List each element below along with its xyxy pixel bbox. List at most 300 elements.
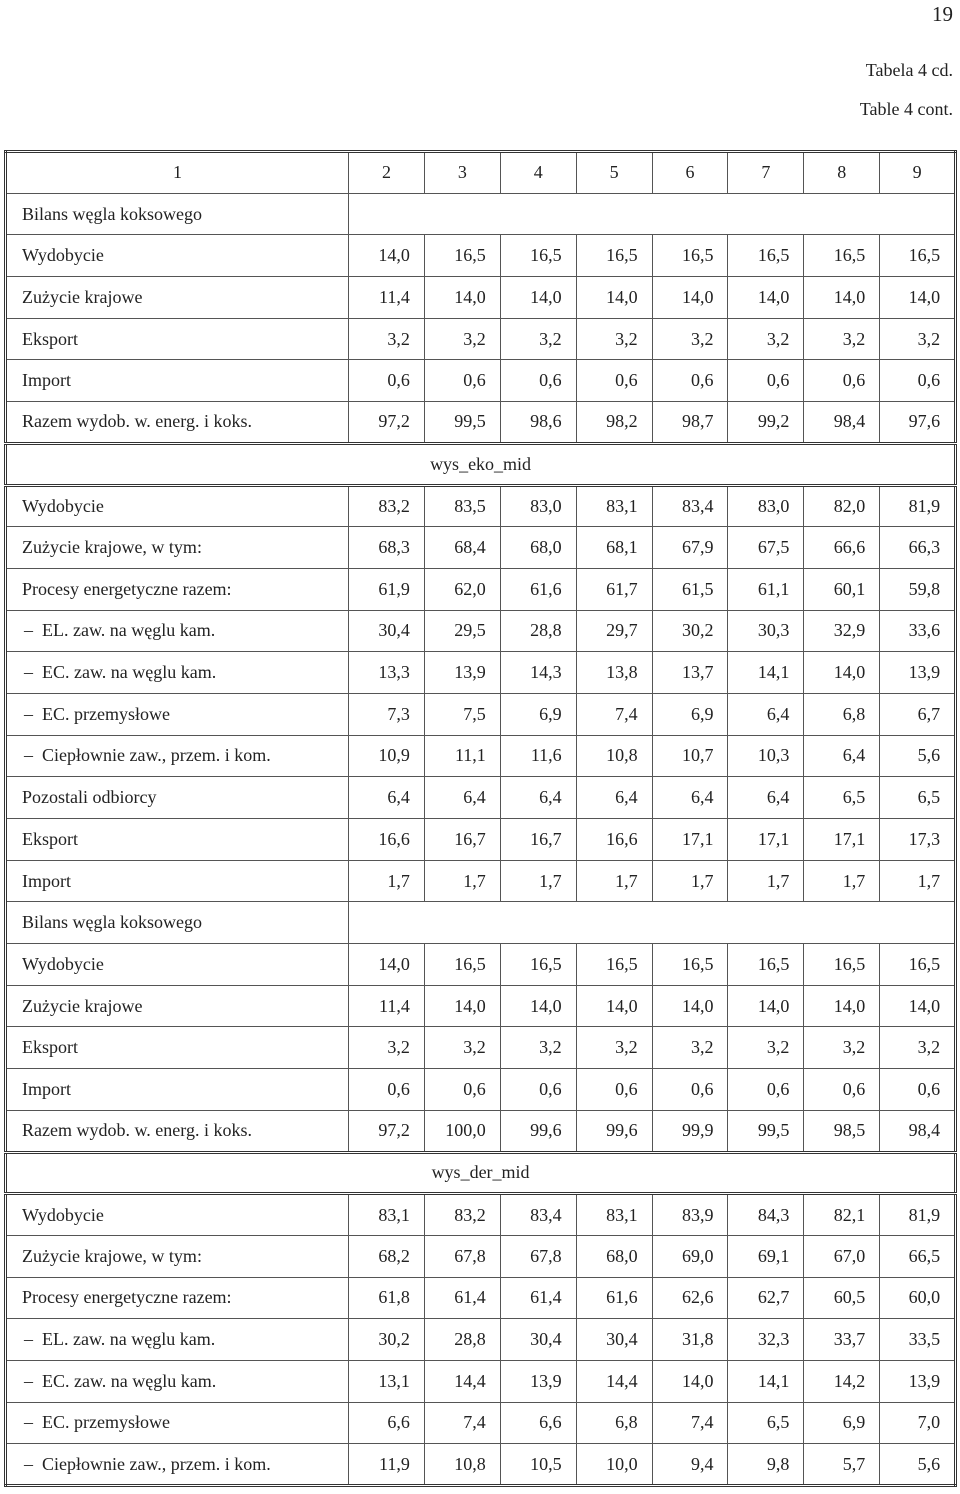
table-row: [6, 1027, 956, 1069]
column-header: 9: [880, 152, 956, 194]
value-cell: 98,6: [500, 402, 576, 444]
row-label: EC. zaw. na węglu kam.: [42, 662, 217, 683]
value-cell: 83,0: [728, 485, 804, 527]
value-cell: 68,3: [349, 527, 425, 569]
value-cell: 10,7: [652, 735, 728, 777]
dash-marker: –: [24, 1412, 33, 1433]
value-cell: 3,2: [349, 1027, 425, 1069]
value-cell: 3,2: [576, 1027, 652, 1069]
table-row: [6, 777, 956, 819]
value-cell: 97,2: [349, 402, 425, 444]
table-header-row: [6, 152, 956, 194]
value-cell: 68,4: [424, 527, 500, 569]
value-cell: 32,3: [728, 1319, 804, 1361]
row-label-cell: [6, 1235, 349, 1277]
row-label: Import: [22, 870, 71, 891]
value-cell: 0,6: [804, 1069, 880, 1111]
value-cell: 61,1: [728, 568, 804, 610]
value-cell: 61,8: [349, 1277, 425, 1319]
value-cell: 98,5: [804, 1110, 880, 1152]
value-cell: 69,0: [652, 1235, 728, 1277]
value-cell: 99,5: [728, 1110, 804, 1152]
column-header: 8: [804, 152, 880, 194]
value-cell: 10,0: [576, 1444, 652, 1486]
row-label: EC. zaw. na węglu kam.: [42, 1370, 217, 1391]
value-cell: 69,1: [728, 1235, 804, 1277]
value-cell: 0,6: [804, 360, 880, 402]
value-cell: 33,6: [880, 610, 956, 652]
value-cell: 67,8: [500, 1235, 576, 1277]
row-label-cell: [6, 568, 349, 610]
value-cell: 14,0: [349, 944, 425, 986]
value-cell: 14,0: [728, 985, 804, 1027]
table-row: [6, 568, 956, 610]
value-cell: 7,4: [424, 1402, 500, 1444]
value-cell: 14,0: [424, 985, 500, 1027]
row-label: Wydobycie: [22, 1204, 104, 1225]
value-cell: 17,1: [652, 819, 728, 861]
row-label-cell: [6, 1402, 349, 1444]
row-label-cell: [6, 735, 349, 777]
value-cell: 98,2: [576, 402, 652, 444]
value-cell: 0,6: [500, 360, 576, 402]
row-label: Wydobycie: [22, 953, 104, 974]
row-label-cell: [6, 777, 349, 819]
row-label: Procesy energetyczne razem:: [22, 1287, 232, 1308]
value-cell: 3,2: [424, 1027, 500, 1069]
table-row: [6, 1235, 956, 1277]
row-label: Zużycie krajowe: [22, 286, 143, 307]
value-cell: 66,5: [880, 1235, 956, 1277]
value-cell: 67,8: [424, 1235, 500, 1277]
value-cell: 16,5: [880, 235, 956, 277]
value-cell: 83,2: [349, 485, 425, 527]
value-cell: 61,6: [500, 568, 576, 610]
dash-marker: –: [24, 620, 33, 641]
column-header: 5: [576, 152, 652, 194]
value-cell: 82,1: [804, 1194, 880, 1236]
value-cell: 16,5: [652, 235, 728, 277]
group-label: Bilans węgla koksowego: [6, 902, 349, 944]
value-cell: 0,6: [728, 360, 804, 402]
value-cell: 13,7: [652, 652, 728, 694]
value-cell: 6,4: [500, 777, 576, 819]
table-row: [6, 860, 956, 902]
value-cell: 5,7: [804, 1444, 880, 1486]
value-cell: 16,5: [424, 944, 500, 986]
row-label-cell: [6, 485, 349, 527]
value-cell: 14,2: [804, 1360, 880, 1402]
table-row: [6, 1319, 956, 1361]
value-cell: 61,6: [576, 1277, 652, 1319]
row-label: Wydobycie: [22, 495, 104, 516]
value-cell: 98,4: [880, 1110, 956, 1152]
section-row: [6, 443, 956, 485]
row-label-cell: [6, 1069, 349, 1111]
row-label-cell: [6, 860, 349, 902]
value-cell: 1,7: [804, 860, 880, 902]
table-row: [6, 693, 956, 735]
value-cell: 83,5: [424, 485, 500, 527]
value-cell: 6,9: [804, 1402, 880, 1444]
value-cell: 60,0: [880, 1277, 956, 1319]
value-cell: 98,7: [652, 402, 728, 444]
value-cell: 83,1: [576, 1194, 652, 1236]
value-cell: 5,6: [880, 1444, 956, 1486]
row-label-cell: [6, 235, 349, 277]
value-cell: 17,1: [804, 819, 880, 861]
value-cell: 29,7: [576, 610, 652, 652]
row-label: Eksport: [22, 328, 78, 349]
value-cell: 28,8: [424, 1319, 500, 1361]
table-row: [6, 819, 956, 861]
row-label: Zużycie krajowe, w tym:: [22, 537, 202, 558]
value-cell: 6,7: [880, 693, 956, 735]
row-label-cell: [6, 1027, 349, 1069]
value-cell: 1,7: [880, 860, 956, 902]
group-row: [6, 902, 956, 944]
value-cell: 14,0: [652, 277, 728, 319]
value-cell: 1,7: [424, 860, 500, 902]
table-caption-en: Table 4 cont.: [859, 99, 953, 119]
value-cell: 61,9: [349, 568, 425, 610]
value-cell: 6,5: [804, 777, 880, 819]
value-cell: 16,5: [728, 944, 804, 986]
value-cell: 98,4: [804, 402, 880, 444]
value-cell: 99,9: [652, 1110, 728, 1152]
table-row: [6, 1402, 956, 1444]
value-cell: 1,7: [652, 860, 728, 902]
value-cell: 0,6: [652, 1069, 728, 1111]
value-cell: 30,4: [349, 610, 425, 652]
value-cell: 13,1: [349, 1360, 425, 1402]
value-cell: 62,7: [728, 1277, 804, 1319]
section-row: [6, 1152, 956, 1194]
value-cell: 3,2: [804, 1027, 880, 1069]
value-cell: 84,3: [728, 1194, 804, 1236]
value-cell: 30,2: [349, 1319, 425, 1361]
row-label-cell: [6, 693, 349, 735]
table-row: [6, 527, 956, 569]
value-cell: 6,4: [349, 777, 425, 819]
dash-marker: –: [24, 1370, 33, 1391]
value-cell: 7,0: [880, 1402, 956, 1444]
value-cell: 6,4: [728, 777, 804, 819]
value-cell: 6,9: [652, 693, 728, 735]
row-label-cell: [6, 1110, 349, 1152]
table-row: [6, 1444, 956, 1486]
value-cell: 10,9: [349, 735, 425, 777]
value-cell: 17,1: [728, 819, 804, 861]
row-label: Razem wydob. w. energ. i koks.: [22, 411, 252, 432]
value-cell: 3,2: [652, 1027, 728, 1069]
value-cell: 3,2: [424, 318, 500, 360]
value-cell: 0,6: [576, 360, 652, 402]
value-cell: 3,2: [880, 318, 956, 360]
row-label-cell: [6, 1360, 349, 1402]
row-label: Import: [22, 1078, 71, 1099]
value-cell: 30,4: [576, 1319, 652, 1361]
value-cell: 68,0: [500, 527, 576, 569]
table-row: [6, 1277, 956, 1319]
value-cell: 13,9: [880, 652, 956, 694]
value-cell: 81,9: [880, 485, 956, 527]
column-header: 4: [500, 152, 576, 194]
value-cell: 14,0: [500, 985, 576, 1027]
value-cell: 83,4: [500, 1194, 576, 1236]
value-cell: 83,0: [500, 485, 576, 527]
value-cell: 68,2: [349, 1235, 425, 1277]
value-cell: 3,2: [728, 318, 804, 360]
column-header: 2: [349, 152, 425, 194]
row-label-cell: [6, 318, 349, 360]
value-cell: 16,7: [500, 819, 576, 861]
value-cell: 6,5: [728, 1402, 804, 1444]
value-cell: 3,2: [500, 1027, 576, 1069]
value-cell: 1,7: [349, 860, 425, 902]
value-cell: 16,7: [424, 819, 500, 861]
value-cell: 13,8: [576, 652, 652, 694]
section-title: wys_eko_mid: [6, 443, 956, 485]
value-cell: 11,9: [349, 1444, 425, 1486]
dash-marker: –: [24, 745, 33, 766]
value-cell: 6,9: [500, 693, 576, 735]
value-cell: 59,8: [880, 568, 956, 610]
page-number: 19: [932, 2, 953, 26]
value-cell: 14,4: [424, 1360, 500, 1402]
value-cell: 6,4: [804, 735, 880, 777]
value-cell: 16,5: [804, 944, 880, 986]
value-cell: 97,6: [880, 402, 956, 444]
value-cell: 61,7: [576, 568, 652, 610]
value-cell: 9,4: [652, 1444, 728, 1486]
row-label-cell: [6, 819, 349, 861]
value-cell: 68,0: [576, 1235, 652, 1277]
energy-balance-table: [4, 150, 957, 1487]
value-cell: 16,5: [880, 944, 956, 986]
value-cell: 14,0: [424, 277, 500, 319]
value-cell: 30,3: [728, 610, 804, 652]
value-cell: 11,1: [424, 735, 500, 777]
value-cell: 60,1: [804, 568, 880, 610]
value-cell: 16,5: [576, 944, 652, 986]
value-cell: 30,2: [652, 610, 728, 652]
table-row: [6, 318, 956, 360]
value-cell: 6,5: [880, 777, 956, 819]
value-cell: 16,5: [652, 944, 728, 986]
table-row: [6, 277, 956, 319]
row-label-cell: [6, 1194, 349, 1236]
value-cell: 14,0: [880, 985, 956, 1027]
value-cell: 13,9: [500, 1360, 576, 1402]
value-cell: 99,6: [500, 1110, 576, 1152]
value-cell: 68,1: [576, 527, 652, 569]
value-cell: 66,3: [880, 527, 956, 569]
value-cell: 14,0: [349, 235, 425, 277]
table-row: [6, 402, 956, 444]
group-label: Bilans węgla koksowego: [6, 193, 349, 235]
row-label-cell: [6, 1444, 349, 1486]
value-cell: 83,1: [576, 485, 652, 527]
row-label-cell: [6, 277, 349, 319]
dash-marker: –: [24, 662, 33, 683]
value-cell: 61,4: [500, 1277, 576, 1319]
group-row: [6, 193, 956, 235]
row-label: EC. przemysłowe: [42, 1412, 170, 1433]
value-cell: 3,2: [652, 318, 728, 360]
value-cell: 11,4: [349, 277, 425, 319]
value-cell: 13,9: [880, 1360, 956, 1402]
value-cell: 82,0: [804, 485, 880, 527]
value-cell: 0,6: [880, 1069, 956, 1111]
value-cell: 3,2: [349, 318, 425, 360]
value-cell: 17,3: [880, 819, 956, 861]
value-cell: 14,0: [576, 277, 652, 319]
value-cell: 67,9: [652, 527, 728, 569]
row-label: Pozostali odbiorcy: [22, 787, 157, 808]
value-cell: 6,4: [652, 777, 728, 819]
table-row: [6, 1360, 956, 1402]
value-cell: 6,8: [576, 1402, 652, 1444]
value-cell: 10,8: [424, 1444, 500, 1486]
value-cell: 83,4: [652, 485, 728, 527]
value-cell: 99,5: [424, 402, 500, 444]
row-label: Ciepłownie zaw., przem. i kom.: [42, 1453, 271, 1474]
value-cell: 7,4: [576, 693, 652, 735]
value-cell: 66,6: [804, 527, 880, 569]
value-cell: 81,9: [880, 1194, 956, 1236]
value-cell: 3,2: [804, 318, 880, 360]
value-cell: 0,6: [500, 1069, 576, 1111]
value-cell: 0,6: [349, 360, 425, 402]
table-row: [6, 1194, 956, 1236]
value-cell: 0,6: [424, 1069, 500, 1111]
table-row: [6, 1069, 956, 1111]
value-cell: 62,0: [424, 568, 500, 610]
value-cell: 67,0: [804, 1235, 880, 1277]
row-label: Procesy energetyczne razem:: [22, 578, 232, 599]
column-header: 6: [652, 152, 728, 194]
row-label-cell: [6, 527, 349, 569]
value-cell: 0,6: [576, 1069, 652, 1111]
row-label: EL. zaw. na węglu kam.: [42, 1329, 216, 1350]
value-cell: 7,5: [424, 693, 500, 735]
row-label: Eksport: [22, 1037, 78, 1058]
value-cell: 62,6: [652, 1277, 728, 1319]
value-cell: 31,8: [652, 1319, 728, 1361]
table-row: [6, 485, 956, 527]
table-row: [6, 985, 956, 1027]
section-title: wys_der_mid: [6, 1152, 956, 1194]
value-cell: 7,4: [652, 1402, 728, 1444]
value-cell: 14,0: [880, 277, 956, 319]
value-cell: 67,5: [728, 527, 804, 569]
value-cell: 33,7: [804, 1319, 880, 1361]
value-cell: 97,2: [349, 1110, 425, 1152]
value-cell: 83,2: [424, 1194, 500, 1236]
row-label-cell: [6, 944, 349, 986]
row-label-cell: [6, 652, 349, 694]
value-cell: 16,5: [728, 235, 804, 277]
value-cell: 14,0: [500, 277, 576, 319]
row-label-cell: [6, 360, 349, 402]
table-row: [6, 610, 956, 652]
table-row: [6, 944, 956, 986]
value-cell: 6,6: [349, 1402, 425, 1444]
value-cell: 3,2: [880, 1027, 956, 1069]
value-cell: 0,6: [728, 1069, 804, 1111]
row-label: Ciepłownie zaw., przem. i kom.: [42, 745, 271, 766]
row-label-cell: [6, 1319, 349, 1361]
row-label-cell: [6, 610, 349, 652]
group-empty-cell: [349, 193, 956, 235]
value-cell: 10,3: [728, 735, 804, 777]
value-cell: 14,0: [804, 985, 880, 1027]
value-cell: 0,6: [349, 1069, 425, 1111]
row-label: Eksport: [22, 828, 78, 849]
value-cell: 14,0: [728, 277, 804, 319]
value-cell: 29,5: [424, 610, 500, 652]
value-cell: 99,2: [728, 402, 804, 444]
value-cell: 99,6: [576, 1110, 652, 1152]
value-cell: 6,4: [576, 777, 652, 819]
value-cell: 16,6: [349, 819, 425, 861]
value-cell: 9,8: [728, 1444, 804, 1486]
value-cell: 6,6: [500, 1402, 576, 1444]
row-label: EL. zaw. na węglu kam.: [42, 620, 216, 641]
row-label: EC. przemysłowe: [42, 703, 170, 724]
value-cell: 0,6: [652, 360, 728, 402]
group-empty-cell: [349, 902, 956, 944]
value-cell: 11,6: [500, 735, 576, 777]
value-cell: 3,2: [500, 318, 576, 360]
value-cell: 10,5: [500, 1444, 576, 1486]
value-cell: 60,5: [804, 1277, 880, 1319]
row-label-cell: [6, 1277, 349, 1319]
value-cell: 32,9: [804, 610, 880, 652]
value-cell: 28,8: [500, 610, 576, 652]
column-header: 1: [6, 152, 349, 194]
table-row: [6, 360, 956, 402]
table-body: [6, 193, 956, 1485]
value-cell: 83,9: [652, 1194, 728, 1236]
dash-marker: –: [24, 1453, 33, 1474]
value-cell: 6,8: [804, 693, 880, 735]
dash-marker: –: [24, 1329, 33, 1350]
value-cell: 14,3: [500, 652, 576, 694]
table-row: [6, 735, 956, 777]
value-cell: 14,0: [804, 277, 880, 319]
value-cell: 14,4: [576, 1360, 652, 1402]
row-label-cell: [6, 402, 349, 444]
value-cell: 1,7: [500, 860, 576, 902]
value-cell: 11,4: [349, 985, 425, 1027]
value-cell: 1,7: [576, 860, 652, 902]
value-cell: 16,5: [576, 235, 652, 277]
row-label: Import: [22, 370, 71, 391]
row-label-cell: [6, 985, 349, 1027]
value-cell: 0,6: [880, 360, 956, 402]
value-cell: 14,1: [728, 1360, 804, 1402]
value-cell: 16,6: [576, 819, 652, 861]
value-cell: 16,5: [500, 235, 576, 277]
value-cell: 33,5: [880, 1319, 956, 1361]
table-caption-pl: Tabela 4 cd.: [865, 60, 953, 80]
table-row: [6, 235, 956, 277]
value-cell: 0,6: [424, 360, 500, 402]
table-row: [6, 1110, 956, 1152]
table-row: [6, 652, 956, 694]
